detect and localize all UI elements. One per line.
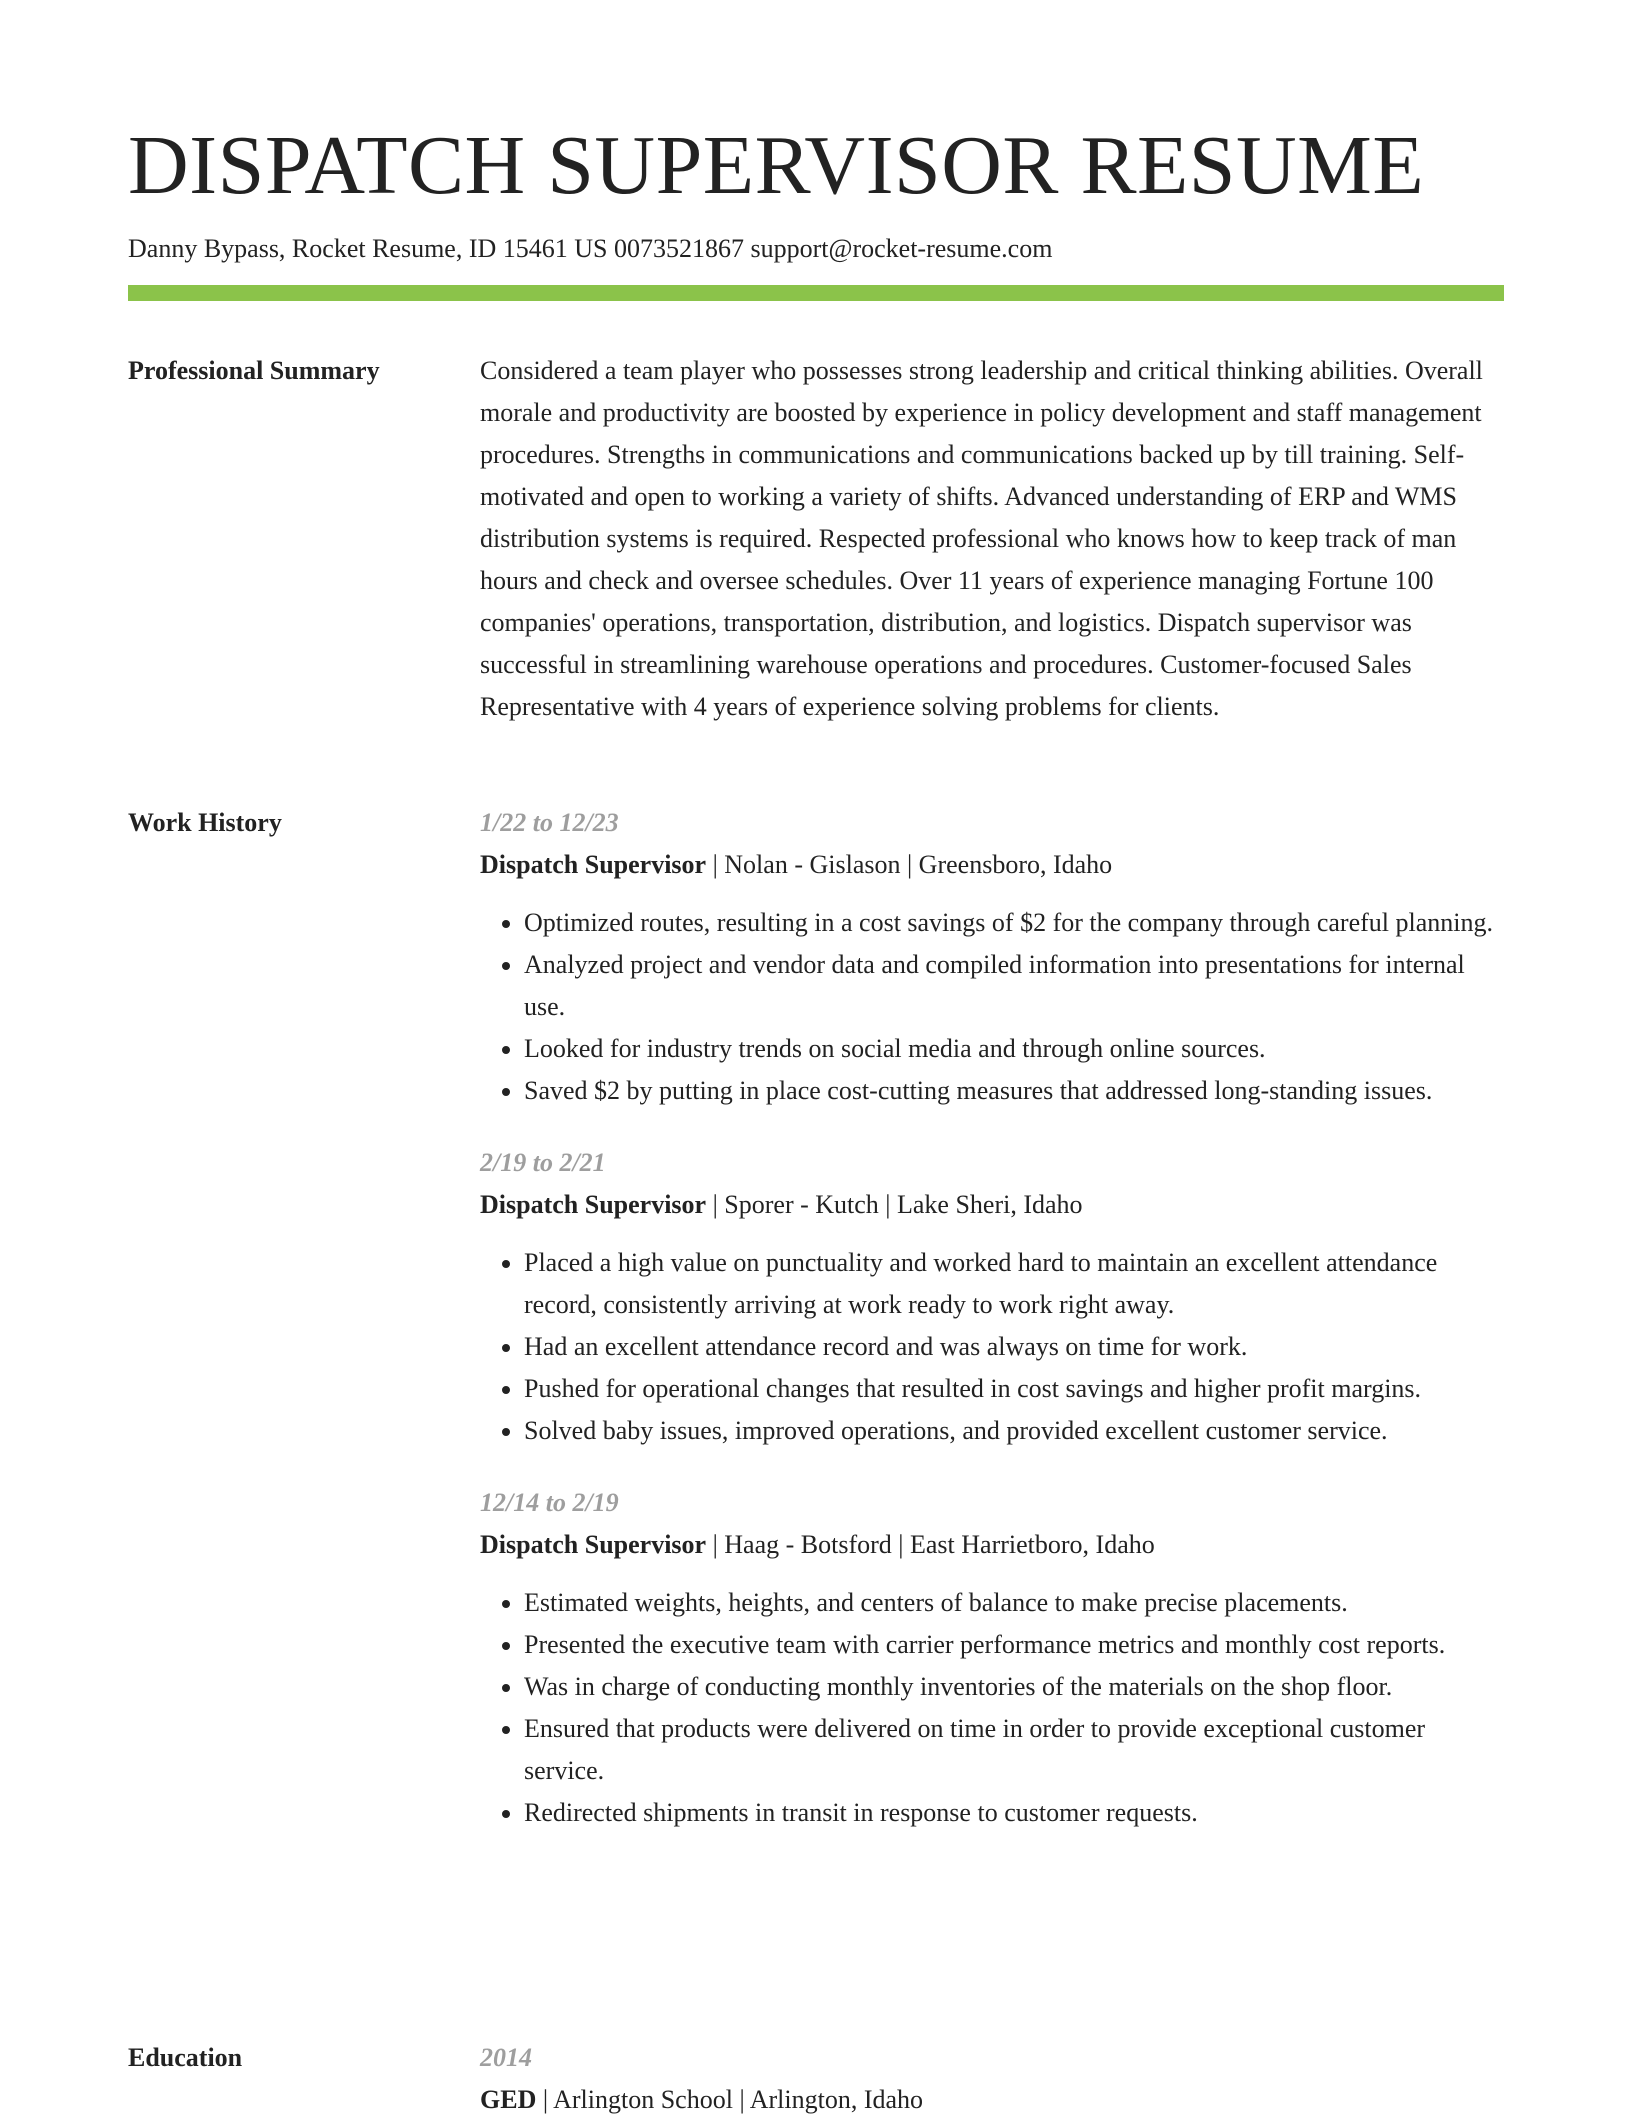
job-title: Dispatch Supervisor bbox=[480, 850, 707, 879]
job-entry bbox=[480, 1142, 1504, 1452]
job-bullet: • Solved baby issues, improved operations, and provided excellent customer service. bbox=[524, 1410, 1504, 1452]
job-bullet: • Estimated weights, heights, and centers of balance to make precise placements. bbox=[524, 1582, 1504, 1624]
job-bullets bbox=[480, 1242, 1504, 1452]
job-bullet: • Presented the executive team with carrier performance metrics and monthly cost reports. bbox=[524, 1624, 1504, 1666]
job-bullet: • Ensured that products were delivered on time in order to provide exceptional customer service. bbox=[524, 1708, 1504, 1792]
job-bullets bbox=[480, 902, 1504, 1112]
job-title: Dispatch Supervisor bbox=[480, 1530, 707, 1559]
work-history-body bbox=[480, 802, 1504, 1864]
job-employer-location: | Sporer - Kutch | Lake Sheri, Idaho bbox=[706, 1190, 1083, 1219]
job-date: 12/14 to 2/19 bbox=[480, 1488, 619, 1517]
job-date: 2/19 to 2/21 bbox=[480, 1148, 606, 1177]
job-bullet: • Was in charge of conducting monthly inventories of the materials on the shop floor. bbox=[524, 1666, 1504, 1708]
resume-title: DISPATCH SUPERVISOR RESUME bbox=[128, 119, 1425, 212]
job-bullet: • Looked for industry trends on social media and through online sources. bbox=[524, 1028, 1504, 1070]
summary-heading: Professional Summary bbox=[128, 356, 380, 385]
summary-body bbox=[480, 350, 1504, 728]
education-degree: GED bbox=[480, 2085, 537, 2114]
job-entry bbox=[480, 802, 1504, 1112]
job-bullets bbox=[480, 1582, 1504, 1834]
education-heading: Education bbox=[128, 2043, 243, 2072]
education-heading-line bbox=[480, 2079, 1504, 2121]
summary-text: Considered a team player who possesses strong leadership and critical thinking abilities. Overall morale and productivity are boosted by experience in policy development and staff management procedures. Strengths in communications and communications backed up by till training. Self-motivated and open to working a variety of shifts. Advanced understanding of ERP and WMS distribution systems is required. Respected professional who knows how to keep track of man hours and check and oversee schedules. Over 11 years of experience managing Fortune 100 companies' operations, transportation, distribution, and logistics. Dispatch supervisor was successful in streamlining warehouse operations and procedures. Customer-focused Sales Representative with 4 years of experience solving problems for clients. bbox=[480, 356, 1483, 721]
job-heading bbox=[480, 1184, 1504, 1226]
job-employer-location: | Haag - Botsford | East Harrietboro, Idaho bbox=[706, 1530, 1155, 1559]
job-bullet: • Saved $2 by putting in place cost-cutting measures that addressed long-standing issues. bbox=[524, 1070, 1504, 1112]
job-bullet: • Had an excellent attendance record and was always on time for work. bbox=[524, 1326, 1504, 1368]
job-date: 1/22 to 12/23 bbox=[480, 808, 619, 837]
contact-info: Danny Bypass, Rocket Resume, ID 15461 US 0073521867 support@rocket-resume.com bbox=[128, 234, 1053, 263]
job-bullet: • Redirected shipments in transit in response to customer requests. bbox=[524, 1792, 1504, 1834]
education-date: 2014 bbox=[480, 2043, 532, 2072]
job-bullet: • Placed a high value on punctuality and worked hard to maintain an excellent attendance record, consistently arriving at work ready to work right away. bbox=[524, 1242, 1504, 1326]
job-employer-location: | Nolan - Gislason | Greensboro, Idaho bbox=[706, 850, 1113, 879]
job-heading bbox=[480, 1524, 1504, 1566]
work-history-heading: Work History bbox=[128, 808, 282, 837]
header-divider bbox=[128, 285, 1504, 301]
job-bullet: • Pushed for operational changes that resulted in cost savings and higher profit margins. bbox=[524, 1368, 1504, 1410]
education-school-location: | Arlington School | Arlington, Idaho bbox=[536, 2085, 924, 2114]
job-title: Dispatch Supervisor bbox=[480, 1190, 707, 1219]
job-heading bbox=[480, 844, 1504, 886]
education-body bbox=[480, 2037, 1504, 2121]
job-bullet: • Analyzed project and vendor data and compiled information into presentations for internal use. bbox=[524, 944, 1504, 1028]
job-entry bbox=[480, 1482, 1504, 1834]
job-bullet: • Optimized routes, resulting in a cost savings of $2 for the company through careful planning. bbox=[524, 902, 1504, 944]
